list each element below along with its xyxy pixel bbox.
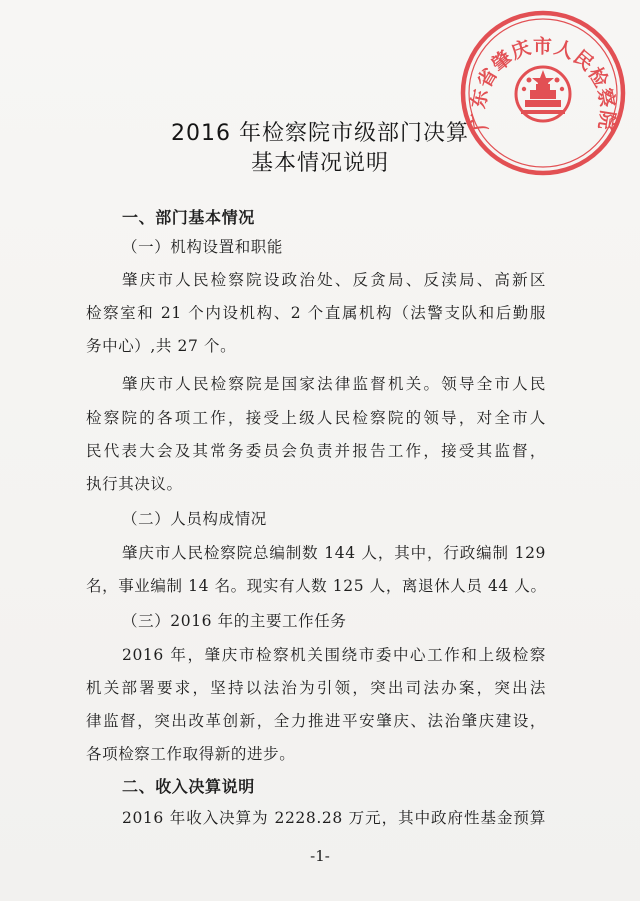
- paragraph-line: 2016 年收入决算为 2228.28 万元，其中政府性基金预算: [122, 809, 546, 827]
- document-title-line2: 基本情况说明: [250, 151, 389, 176]
- subsection-heading-2: （二）人员构成情况: [122, 510, 267, 528]
- paragraph-line: 名，事业编制 14 名。现实有人数 125 人，离退休人员 44 人。: [86, 577, 547, 595]
- paragraph-line: 各项检察工作取得新的进步。: [86, 745, 296, 763]
- subsection-heading-1: （一）机构设置和职能: [122, 238, 284, 256]
- paragraph-line: 肇庆市人民检察院设政治处、反贪局、反渎局、高新区: [122, 271, 546, 289]
- paragraph-line: 肇庆市人民检察院是国家法律监督机关。领导全市人民: [122, 375, 546, 393]
- paragraph-line: 2016 年，肇庆市检察机关围绕市委中心工作和上级检察: [122, 646, 546, 664]
- svg-text:广东省肇庆市人民检察院: 广东省肇庆市人民检察院: [467, 35, 619, 133]
- document-title-line1: 2016 年检察院市级部门决算: [171, 121, 469, 146]
- paragraph-line: 执行其决议。: [86, 475, 183, 493]
- paragraph-line: 律监督，突出改革创新，全力推进平安肇庆、法治肇庆建设，: [86, 712, 546, 730]
- paragraph-line: 民代表大会及其常务委员会负责并报告工作，接受其监督，: [86, 442, 546, 460]
- page-number: -1-: [310, 847, 330, 865]
- subsection-heading-3: （三）2016 年的主要工作任务: [122, 612, 347, 630]
- section-heading-2: 二、收入决算说明: [122, 777, 255, 796]
- paragraph-line: 肇庆市人民检察院总编制数 144 人，其中，行政编制 129: [122, 544, 546, 562]
- paragraph-line: 务中心）,共 27 个。: [86, 337, 237, 355]
- paragraph-line: 机关部署要求，坚持以法治为引领，突出司法办案，突出法: [86, 679, 546, 697]
- paragraph-line: 检察室和 21 个内设机构、2 个直属机构（法警支队和后勤服: [86, 304, 546, 322]
- section-heading-1: 一、部门基本情况: [122, 208, 255, 227]
- paragraph-line: 检察院的各项工作，接受上级人民检察院的领导，对全市人: [86, 409, 546, 427]
